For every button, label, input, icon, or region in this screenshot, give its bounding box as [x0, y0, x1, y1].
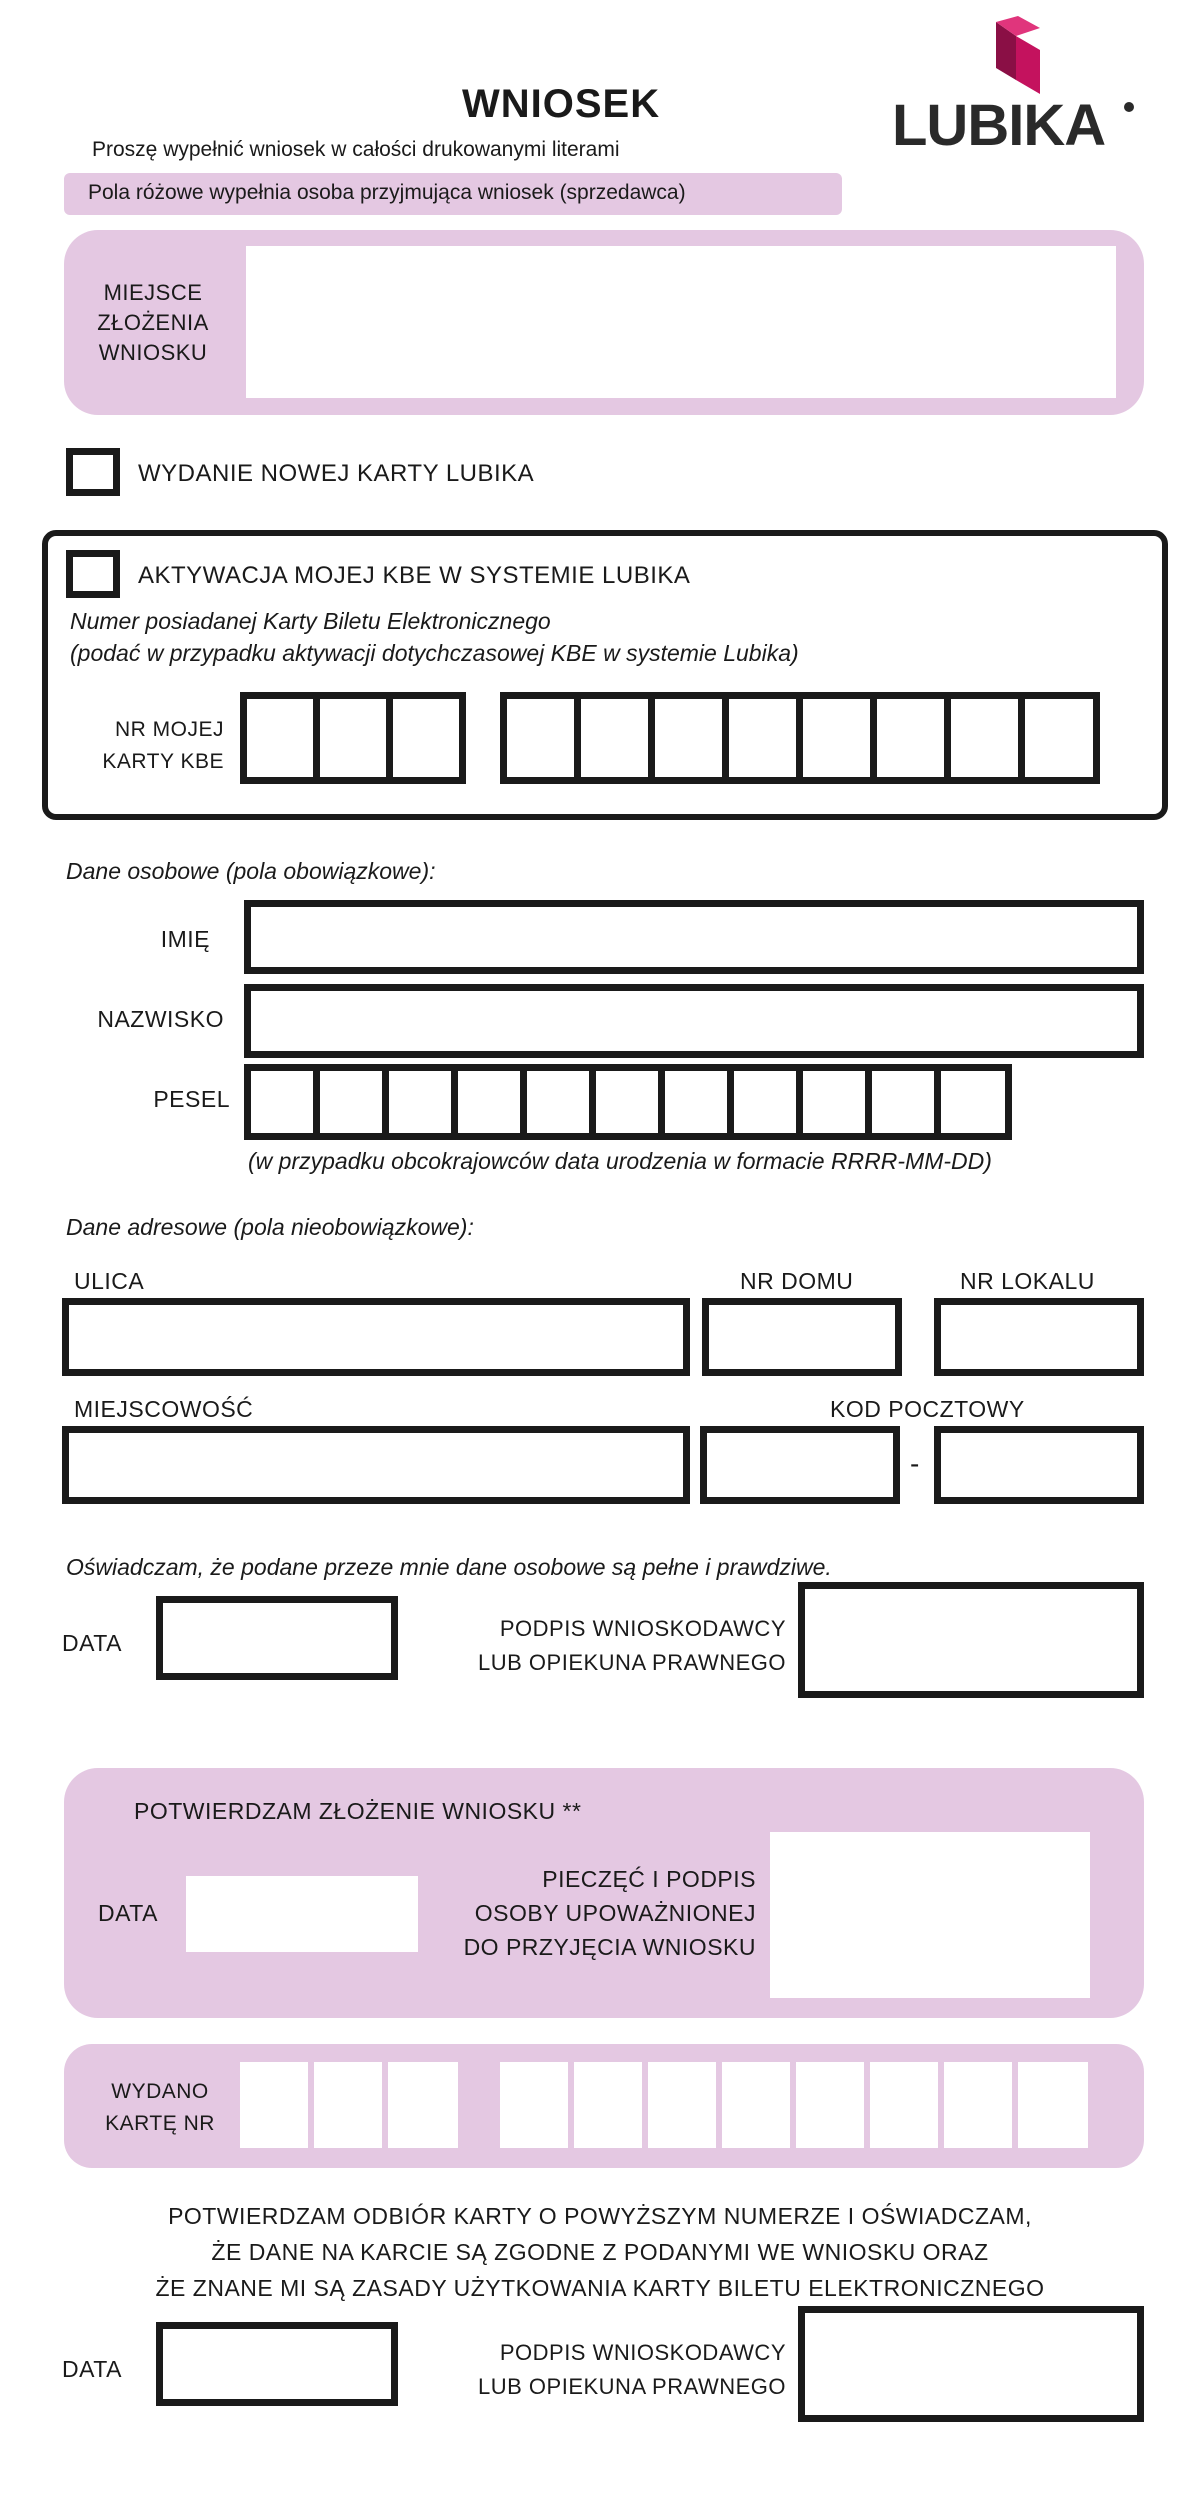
- kbe-digit-cell[interactable]: [870, 692, 951, 784]
- kbe-digit-cell[interactable]: [1018, 692, 1100, 784]
- form-title: WNIOSEK: [462, 82, 661, 126]
- pesel-digit-cell[interactable]: [658, 1064, 734, 1140]
- first-name-input[interactable]: [244, 900, 1144, 974]
- issued-card-digit-cell[interactable]: [240, 2062, 308, 2148]
- lubika-logo: [892, 16, 1142, 156]
- receipt-date-label: DATA: [62, 2356, 122, 2382]
- issued-card-digit-cell[interactable]: [388, 2062, 458, 2148]
- pesel-digit-cell[interactable]: [382, 1064, 458, 1140]
- kbe-digit-cell[interactable]: [574, 692, 655, 784]
- city-input[interactable]: [62, 1426, 690, 1504]
- issued-card-digit-cell[interactable]: [648, 2062, 716, 2148]
- declaration-signature-label: PODPIS WNIOSKODAWCY LUB OPIEKUNA PRAWNEGO: [478, 1616, 786, 1675]
- activate-label: AKTYWACJA MOJEJ KBE W SYSTEMIE LUBIKA: [138, 562, 691, 589]
- logo-dot-icon: [1124, 102, 1134, 112]
- pesel-digit-cell[interactable]: [313, 1064, 389, 1140]
- kbe-digit-cell[interactable]: [648, 692, 729, 784]
- pesel-digit-cell[interactable]: [727, 1064, 803, 1140]
- street-input[interactable]: [62, 1298, 690, 1376]
- pesel-digit-cell[interactable]: [451, 1064, 527, 1140]
- postal-code-part2-input[interactable]: [934, 1426, 1144, 1504]
- house-label: NR DOMU: [740, 1268, 854, 1294]
- pesel-digit-cell[interactable]: [589, 1064, 665, 1140]
- street-label: ULICA: [74, 1268, 145, 1294]
- stamp-signature-area[interactable]: [770, 1832, 1090, 1998]
- pesel-label: PESEL: [153, 1086, 230, 1112]
- issued-card-digit-cell[interactable]: [796, 2062, 864, 2148]
- flat-number-input[interactable]: [934, 1298, 1144, 1376]
- issued-card-digit-cell[interactable]: [500, 2062, 568, 2148]
- declaration-text: Oświadczam, że podane przeze mnie dane osobowe są pełne i prawdziwe.: [66, 1554, 832, 1580]
- city-label: MIEJSCOWOŚĆ: [74, 1396, 254, 1422]
- address-heading: Dane adresowe (pola nieobowiązkowe):: [66, 1214, 474, 1240]
- kbe-digit-cell[interactable]: [944, 692, 1025, 784]
- new-card-label: WYDANIE NOWEJ KARTY LUBIKA: [138, 460, 535, 487]
- new-card-checkbox[interactable]: [66, 448, 120, 496]
- place-input[interactable]: [246, 246, 1116, 398]
- pesel-digit-cell[interactable]: [865, 1064, 941, 1140]
- kbe-digit-cell[interactable]: [500, 692, 581, 784]
- kbe-digit-cell[interactable]: [240, 692, 320, 784]
- postal-code-dash: -: [910, 1448, 920, 1479]
- kbe-digit-cell[interactable]: [722, 692, 803, 784]
- pesel-digit-cell[interactable]: [244, 1064, 320, 1140]
- issued-card-label: WYDANO KARTĘ NR: [105, 2080, 215, 2135]
- declaration-date-label: DATA: [62, 1630, 122, 1656]
- receipt-signature-input[interactable]: [798, 2306, 1144, 2422]
- pesel-note: (w przypadku obcokrajowców data urodzenia w formacie RRRR-MM-DD): [248, 1148, 992, 1174]
- declaration-date-input[interactable]: [156, 1596, 398, 1680]
- declaration-signature-input[interactable]: [798, 1582, 1144, 1698]
- instruction-text: Proszę wypełnić wniosek w całości drukowanymi literami: [92, 138, 620, 161]
- kbe-digit-cell[interactable]: [796, 692, 877, 784]
- issued-card-digit-cell[interactable]: [944, 2062, 1012, 2148]
- pesel-digit-cell[interactable]: [520, 1064, 596, 1140]
- issued-card-digit-cell[interactable]: [574, 2062, 642, 2148]
- issued-card-digit-cell[interactable]: [1018, 2062, 1088, 2148]
- receipt-text: POTWIERDZAM ODBIÓR KARTY O POWYŻSZYM NUMERZE I OŚWIADCZAM, ŻE DANE NA KARCIE SĄ ZGODNE Z PODANYMI WE WNIOSKU ORAZ ŻE ZNANE MI SĄ ZASADY UŻYTKOWANIA KARTY BILETU ELEKTRONICZNEGO: [155, 2203, 1045, 2301]
- pink-note-banner: [64, 173, 842, 215]
- activate-checkbox[interactable]: [66, 550, 120, 598]
- house-number-input[interactable]: [702, 1298, 902, 1376]
- pesel-digit-cell[interactable]: [796, 1064, 872, 1140]
- confirmation-date-label: DATA: [98, 1900, 158, 1926]
- receipt-signature-label: PODPIS WNIOSKODAWCY LUB OPIEKUNA PRAWNEGO: [478, 2340, 786, 2399]
- personal-heading: Dane osobowe (pola obowiązkowe):: [66, 858, 436, 884]
- last-name-label: NAZWISKO: [97, 1006, 224, 1032]
- confirmation-title: POTWIERDZAM ZŁOŻENIE WNIOSKU **: [134, 1798, 582, 1824]
- issued-card-digit-cell[interactable]: [722, 2062, 790, 2148]
- confirmation-date-input[interactable]: [186, 1876, 418, 1952]
- logo-text: LUBIKA: [892, 93, 1106, 158]
- kbe-digit-cell[interactable]: [313, 692, 393, 784]
- kbe-note-2: (podać w przypadku aktywacji dotychczasowej KBE w systemie Lubika): [70, 640, 799, 666]
- kbe-card-label: NR MOJEJ KARTY KBE: [102, 718, 224, 773]
- stamp-label: PIECZĘĆ I PODPIS OSOBY UPOWAŻNIONEJ DO PRZYJĘCIA WNIOSKU: [463, 1866, 756, 1960]
- flat-label: NR LOKALU: [960, 1268, 1095, 1294]
- issued-card-digit-cell[interactable]: [870, 2062, 938, 2148]
- kbe-note-1: Numer posiadanej Karty Biletu Elektronicznego: [70, 608, 551, 634]
- issued-card-digit-cell[interactable]: [314, 2062, 382, 2148]
- pink-note-text: Pola różowe wypełnia osoba przyjmująca wniosek (sprzedawca): [88, 181, 686, 204]
- first-name-label: IMIĘ: [160, 926, 210, 952]
- receipt-date-input[interactable]: [156, 2322, 398, 2406]
- kbe-digit-cell[interactable]: [386, 692, 466, 784]
- last-name-input[interactable]: [244, 984, 1144, 1058]
- postal-code-part1-input[interactable]: [700, 1426, 900, 1504]
- postal-code-label: KOD POCZTOWY: [830, 1396, 1025, 1422]
- place-label: MIEJSCE ZŁOŻENIA WNIOSKU: [97, 280, 209, 365]
- pesel-digit-cell[interactable]: [934, 1064, 1012, 1140]
